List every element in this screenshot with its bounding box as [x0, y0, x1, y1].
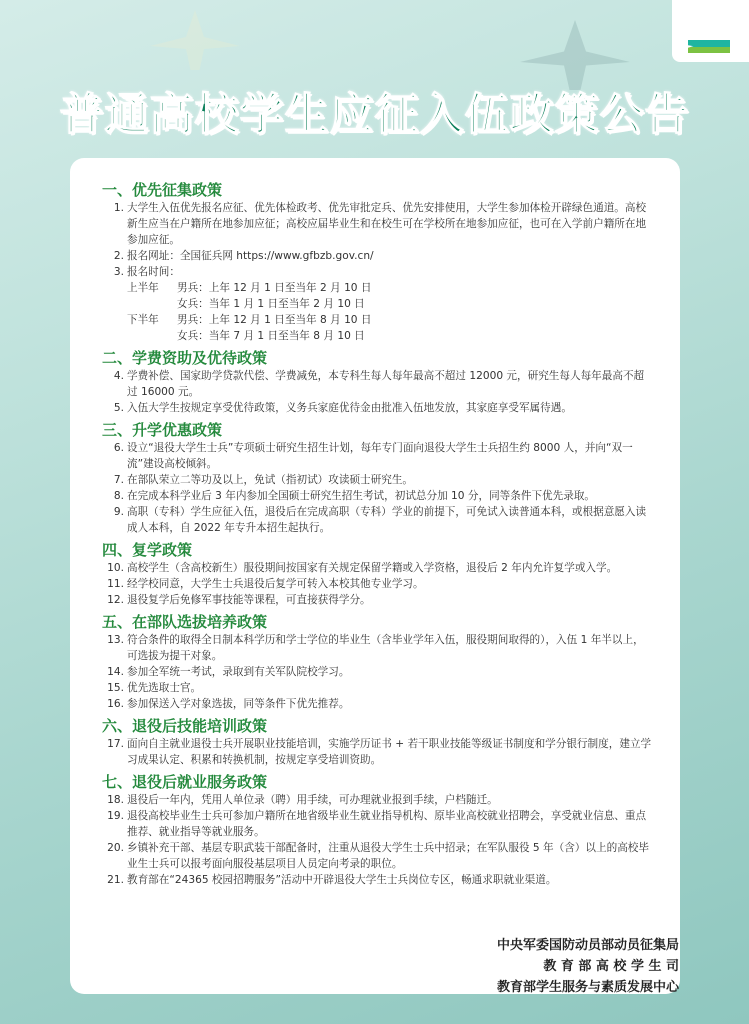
item-text: 大学生入伍优先报名应征、优先体检政考、优先审批定兵、优先安排使用，大学生参加体检开辟绿色通道。高校新生应当在户籍所在地参加应征；高校应届毕业生和在校生可在学校所在地参加应征，也可在入学前户籍所在地参加应征。: [127, 202, 647, 246]
policy-item: [102, 488, 654, 504]
schedule-dates: 上年 12 月 1 日至当年 2 月 10 日: [208, 282, 372, 294]
logo-badge: [672, 0, 749, 62]
item-number: 17.: [107, 738, 124, 750]
section-title: 六、退役后技能培训政策: [102, 717, 268, 735]
policy-item: [102, 400, 654, 416]
item-number: 20.: [107, 842, 124, 854]
schedule-who: 女兵：: [177, 298, 209, 310]
policy-item: [102, 696, 654, 712]
item-number: 7.: [113, 474, 124, 486]
policy-item: [102, 560, 654, 576]
policy-item: [102, 664, 654, 680]
schedule-dates: 当年 7 月 1 日至当年 8 月 10 日: [208, 330, 365, 342]
item-number: 18.: [107, 794, 124, 806]
policy-item: [102, 736, 654, 768]
item-number: 9.: [113, 506, 124, 518]
item-number: 15.: [107, 682, 124, 694]
item-text: 退役高校毕业生士兵可参加户籍所在地省级毕业生就业指导机构、原毕业高校就业招聘会，享受就业信息、重点推荐、就业指导等就业服务。: [127, 810, 647, 838]
item-number: 11.: [107, 578, 124, 590]
item-number: 10.: [107, 562, 124, 574]
item-number: 13.: [107, 634, 124, 646]
item-text: 在完成本科学业后 3 年内参加全国硕士研究生招生考试，初试总分加 10 分，同等条件下优先录取。: [127, 490, 596, 502]
policy-list: [102, 176, 654, 888]
policy-item: [102, 592, 654, 608]
policy-item: [102, 368, 654, 400]
item-number: 4.: [113, 370, 124, 382]
item-number: 19.: [107, 810, 124, 822]
policy-item: [102, 792, 654, 808]
item-number: 5.: [113, 402, 124, 414]
schedule-row: [102, 280, 654, 296]
item-number: 3.: [113, 266, 124, 278]
item-text: 退役后一年内，凭用人单位录（聘）用手续，可办理就业报到手续，户档随迁。: [127, 794, 498, 806]
policy-item: [102, 440, 654, 472]
item-text: 符合条件的取得全日制本科学历和学士学位的毕业生（含毕业学年入伍，服役期间取得的），入伍 1 年半以上，可选拔为提干对象。: [127, 634, 644, 662]
item-number: 6.: [113, 442, 124, 454]
item-number: 8.: [113, 490, 124, 502]
item-text: 高校学生（含高校新生）服役期间按国家有关规定保留学籍或入学资格，退役后 2 年内允许复学或入学。: [127, 562, 618, 574]
issuer-line: 教育部学生服务与素质发展中心: [496, 980, 679, 995]
schedule-dates: 上年 12 月 1 日至当年 8 月 10 日: [208, 314, 372, 326]
schedule-dates: 当年 1 月 1 日至当年 2 月 10 日: [208, 298, 365, 310]
issuer-line: 中央军委国防动员部动员征集局: [496, 938, 679, 953]
item-text: 参加全军统一考试，录取到有关军队院校学习。: [127, 666, 350, 678]
policy-item: [102, 808, 654, 840]
item-number: 2.: [113, 250, 124, 262]
item-text: 乡镇补充干部、基层专职武装干部配备时，注重从退役大学生士兵中招录；在军队服役 5 年（含）以上的高校毕业生士兵可以报考面向服役基层项目人员定向考录的职位。: [127, 842, 649, 870]
schedule-half: [127, 328, 177, 344]
item-text: 在部队荣立二等功及以上，免试（指初试）攻读硕士研究生。: [127, 474, 414, 486]
policy-item: [102, 200, 654, 248]
schedule-who: 女兵：: [177, 330, 209, 342]
item-text: 高职（专科）学生应征入伍，退役后在完成高职（专科）学业的前提下，可免试入读普通本科，或根据意愿入读成人本科，自 2022 年专升本招生起执行。: [127, 506, 647, 534]
policy-item: [102, 840, 654, 872]
item-text: 报名网址：全国征兵网 https://www.gfbzb.gov.cn/: [127, 250, 374, 262]
schedule-row: [102, 328, 654, 344]
item-number: 14.: [107, 666, 124, 678]
section-title: 七、退役后就业服务政策: [102, 773, 268, 791]
item-text: 入伍大学生按规定享受优待政策，义务兵家庭优待金由批准入伍地发放，其家庭享受军属待遇。: [127, 402, 572, 414]
item-text: 学费补偿、国家助学贷款代偿、学费减免，本专科生每人每年最高不超过 12000 元，研究生每人每年最高不超过 16000 元。: [127, 370, 645, 398]
item-number: 16.: [107, 698, 124, 710]
item-text: 报名时间：: [127, 266, 180, 278]
item-number: 21.: [107, 874, 124, 886]
item-text: 参加保送入学对象选拔，同等条件下优先推荐。: [127, 698, 350, 710]
logo-icon: [688, 40, 730, 53]
policy-item: [102, 680, 654, 696]
item-text: 经学校同意，大学生士兵退役后复学可转入本校其他专业学习。: [127, 578, 424, 590]
notice-card: [70, 158, 680, 994]
policy-item: [102, 472, 654, 488]
issuer-line: 教 育 部 高 校 学 生 司: [543, 959, 679, 974]
section-title: 一、优先征集政策: [102, 181, 223, 199]
schedule-half: [127, 296, 177, 312]
schedule-row: [102, 296, 654, 312]
fighter-jet-image: [150, 10, 240, 70]
policy-item: [102, 248, 654, 264]
section-title: 四、复学政策: [102, 541, 193, 559]
policy-item: [102, 504, 654, 536]
item-text: 设立“退役大学生士兵”专项硕士研究生招生计划，每年专门面向退役大学生士兵招生约 8000 人，并向“双一流”建设高校倾斜。: [127, 442, 633, 470]
item-number: 12.: [107, 594, 124, 606]
item-text: 教育部在“24365 校园招聘服务”活动中开辟退役大学生士兵岗位专区，畅通求职就业渠道。: [127, 874, 557, 886]
item-number: 1.: [113, 202, 124, 214]
item-text: 退役复学后免修军事技能等课程，可直接获得学分。: [127, 594, 371, 606]
policy-item: [102, 872, 654, 888]
schedule-who: 男兵：: [177, 282, 209, 294]
item-text: 优先选取士官。: [127, 682, 202, 694]
schedule-half: 下半年: [127, 314, 159, 326]
issuers: [497, 935, 679, 998]
policy-item: [102, 264, 654, 280]
section-title: 二、学费资助及优待政策: [102, 349, 268, 367]
section-title: 五、在部队选拔培养政策: [102, 613, 268, 631]
policy-item: [102, 576, 654, 592]
policy-item: [102, 632, 654, 664]
item-text: 面向自主就业退役士兵开展职业技能培训，实施学历证书 + 若干职业技能等级证书制度和学分银行制度，建立学习成果认定、积累和转换机制，按规定享受培训资助。: [127, 738, 652, 766]
schedule-who: 男兵：: [177, 314, 209, 326]
section-title: 三、升学优惠政策: [102, 421, 223, 439]
schedule-row: [102, 312, 654, 328]
page-title: 普通高校学生应征入伍政策公告: [59, 89, 690, 140]
schedule-half: 上半年: [127, 282, 159, 294]
